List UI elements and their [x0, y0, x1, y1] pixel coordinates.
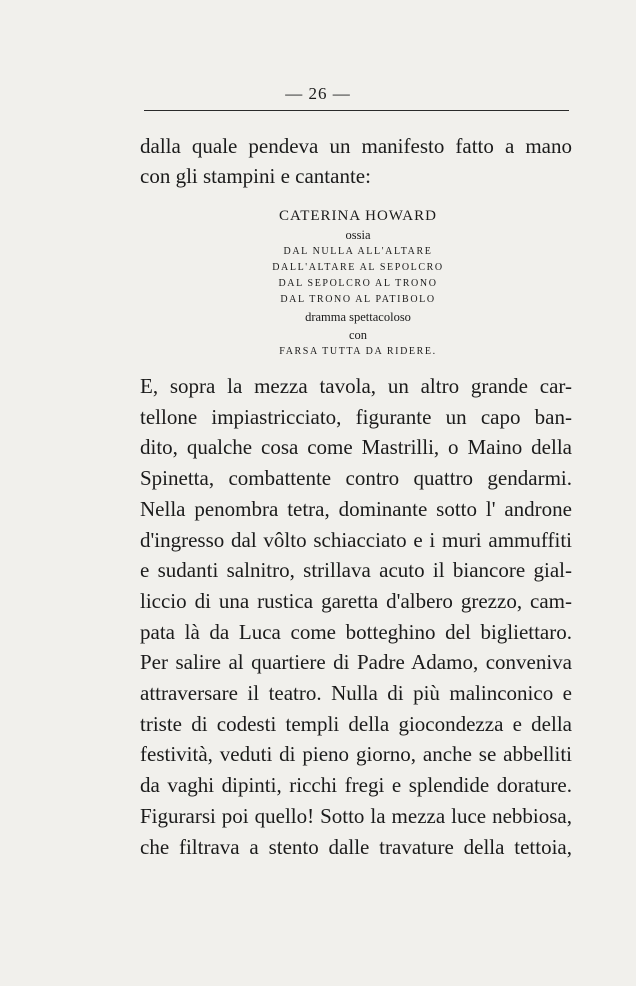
intro-paragraph — [140, 131, 572, 191]
text-line: pata là da Luca come botteghino del bigliettaro. — [140, 619, 572, 644]
text-line: festività, veduti di pieno giorno, anche se abbelliti — [140, 742, 572, 767]
playbill-line: DAL TRONO AL PATIBOLO — [280, 294, 436, 305]
text-line: con gli stampini e cantante: — [140, 164, 371, 188]
text-line: triste di codesti templi della giocondezza e della — [140, 711, 572, 736]
playbill-farsa: FARSA TUTTA DA RIDERE. — [279, 346, 437, 357]
text-line: E, sopra la mezza tavola, un altro grande car- — [140, 374, 572, 398]
body-paragraph — [140, 371, 572, 862]
text-line: Per salire al quartiere di Padre Adamo, conveniva — [140, 650, 572, 675]
text-line: liccio di una rustica garetta d'albero grezzo, cam- — [140, 588, 572, 613]
text-line: e sudanti salnitro, strillava acuto il biancore gial- — [140, 558, 572, 583]
text-line: dito, qualche cosa come Mastrilli, o Maino della — [140, 435, 572, 460]
playbill-con: con — [348, 328, 368, 342]
text-line: da vaghi dipinti, ricchi fregi e splendide dorature. — [140, 773, 572, 798]
page-number: — 26 — — [285, 84, 351, 103]
text-line: Spinetta, combattente contro quattro gendarmi. — [140, 466, 572, 491]
playbill-line: DAL SEPOLCRO AL TRONO — [278, 278, 438, 289]
text-line: tellone impiastricciato, figurante un capo ban- — [140, 404, 572, 429]
text-line: che filtrava a stento dalle travature della tettoia, — [140, 834, 572, 859]
text-line: Nella penombra tetra, dominante sotto l' androne — [140, 496, 572, 521]
text-line: attraversare il teatro. Nulla di più malinconico e — [140, 681, 572, 706]
playbill-genre: dramma spettacoloso — [305, 310, 411, 324]
text-line: dalla quale pendeva un manifesto fatto a mano — [140, 134, 572, 158]
playbill-line: DAL NULLA ALL'ALTARE — [283, 246, 433, 257]
playbill-title: CATERINA HOWARD — [279, 208, 437, 224]
text-line: d'ingresso dal vôlto schiacciato e i muri ammuffiti — [140, 527, 572, 552]
playbill-ossia: ossia — [345, 228, 371, 242]
playbill-block — [230, 206, 486, 360]
playbill-line: DALL'ALTARE AL SEPOLCRO — [272, 262, 444, 273]
text-line: Figurarsi poi quello! Sotto la mezza luce nebbiosa, — [140, 803, 572, 828]
header-rule — [144, 110, 569, 111]
